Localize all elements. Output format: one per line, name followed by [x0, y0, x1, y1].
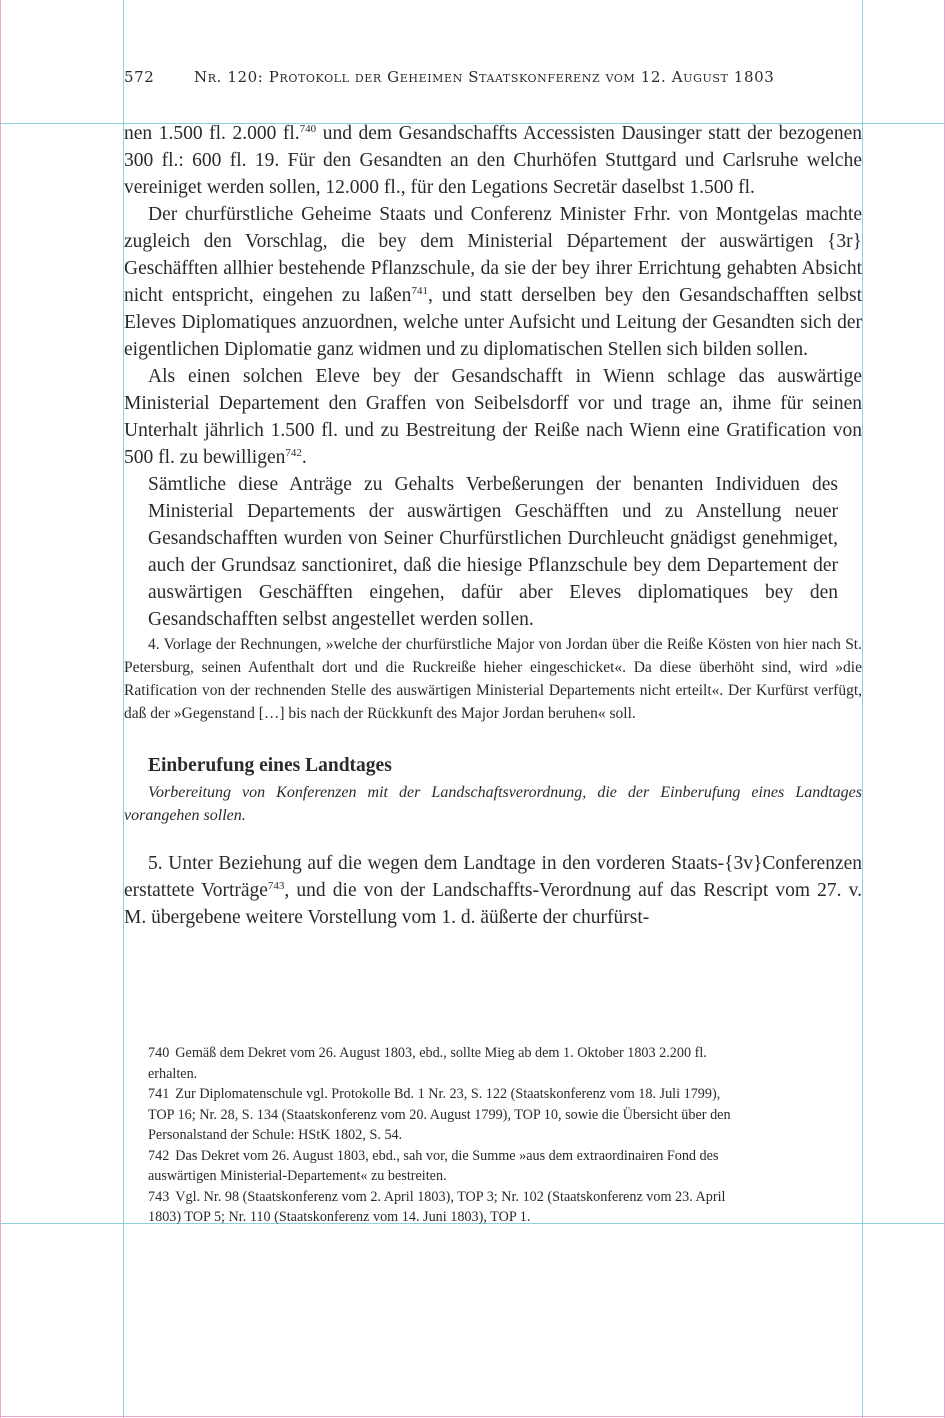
footnote-741: [148, 1084, 748, 1146]
text-run: .: [301, 447, 307, 468]
decision-paragraph: Sämtliche diese Anträge zu Gehalts Verbeßerungen der benanten Individuen des Ministerial Departements der auswärtigen Geschäfften und zu Anstellung neuer Gesandschafften wurden von Seiner Churfürstlichen Durchleucht gnädigst genehmiget, auch der Grundsaz sanctioniret, daß die hiesige Pflanzschule bey dem Departement der auswärtigen Geschäfften eingehen, dafür aber Eleves diplomatiques bey den Gesandschafften selbst angestellet werden sollen.: [148, 474, 838, 630]
footnote-ref-743[interactable]: 743: [267, 880, 285, 892]
page-edge-left: [0, 0, 1, 1418]
footnote-number: 741: [148, 1086, 170, 1102]
footnote-text: Zur Diplomatenschule vgl. Protokolle Bd. 1 Nr. 23, S. 122 (Staatskonferenz vom 18. Juli 1799), TOP 16; Nr. 28, S. 134 (Staatskonferenz vom 20. August 1799), TOP 10, sowie die Übersicht über den Personalstand der Schule: HStK 1802, S. 54.: [148, 1086, 731, 1143]
footnote-ref-741[interactable]: 741: [411, 285, 428, 297]
margin-guide-right: [862, 0, 863, 1418]
item-4-summary: 4. Vorlage der Rechnungen, »welche der churfürstliche Major von Jordan über die Reiße Kösten von hier nach St. Petersburg, seinen Aufenthalt dort und die Ruckreiße hieher eingeschicket«. Da diese überhöht sind, wird »die Ratification von der rechnenden Stelle des auswärtigen Ministerial Departements nicht erteilt«. Der Kurfürst verfügt, daß der »Gegenstand […] bis nach der Rückkunft des Major Jordan beruhen« soll.: [124, 636, 862, 722]
running-title: Nr. 120: Protokoll der Geheimen Staatskonferenz vom 12. August 1803: [194, 68, 775, 86]
text-run: 5. Unter Beziehung auf die wegen dem Landtage in den vorderen Staats-{3v}Conferenzen erstattete Vorträge: [124, 853, 862, 901]
footnote-740: [148, 1043, 748, 1084]
paragraph-continued: [124, 120, 862, 201]
main-text: [124, 120, 862, 931]
footnote-ref-740[interactable]: 740: [299, 123, 317, 135]
text-run: und dem Gesandschaffts Accessisten Dausinger statt der bezogenen 300 fl.: 600 fl. 19. Für den Gesandten an den Churhöfen Stuttgard und Carlsruhe welche vereiniget werden sollen, 12.000 fl., für den Legations Secretär daselbst 1.500 fl.: [124, 123, 862, 198]
footnote-text: Das Dekret vom 26. August 1803, ebd., sah vor, die Summe »aus dem extraordinairen Fond des auswärtigen Ministerial-Departement« zu bestreiten.: [148, 1147, 719, 1184]
footnote-number: 740: [148, 1045, 170, 1061]
spacer: [124, 827, 862, 850]
section-heading: Einberufung eines Landtages: [148, 755, 392, 776]
running-header: [124, 68, 862, 88]
footnote-number: 742: [148, 1147, 170, 1164]
text-run: nen 1.500 fl. 2.000 fl.: [124, 123, 300, 144]
paragraph-montgelas-proposal: [124, 201, 862, 363]
paragraph-item-5: [124, 850, 862, 931]
footnote-742: [148, 1146, 748, 1187]
footnote-text: Vgl. Nr. 98 (Staatskonferenz vom 2. April 1803), TOP 3; Nr. 102 (Staatskonferenz vom 23. April 1803) TOP 5; Nr. 110 (Staatskonferenz vom 14. Juni 1803), TOP 1.: [148, 1188, 726, 1225]
page-edge-bottom: [0, 1416, 945, 1417]
text-run: , und die von der Landschaffts-Verordnung auf das Rescript vom 27. v. M. übergebene weitere Vorstellung vom 1. d. äüßerte der churfürst-: [124, 880, 862, 928]
paragraph-eleve-proposal: [124, 363, 862, 471]
footnote-text: Gemäß dem Dekret vom 26. August 1803, ebd., sollte Mieg ab dem 1. Oktober 1803 2.200 fl. erhalten.: [148, 1045, 707, 1082]
footnote-number: 743: [148, 1188, 170, 1205]
footnote-ref-742[interactable]: 742: [285, 447, 302, 459]
section-summary: Vorbereitung von Konferenzen mit der Landschaftsverordnung, die der Einberufung eines Landtages vorangehen sollen.: [124, 784, 862, 824]
page-number: 572: [124, 68, 155, 86]
footnotes: [148, 1043, 748, 1228]
text-run: , und statt derselben bey den Gesandschafften selbst Eleves Diplomatiques anzuordnen, welche unter Aufsicht und Leitung der Gesandten sich der eigentlichen Diplomatie ganz widmen und zu diplomatischen Stellen sich bilden sollen.: [124, 285, 862, 360]
text-run: Der churfürstliche Geheime Staats und Conferenz Minister Frhr. von Montgelas machte zugleich den Vorschlag, die bey dem Ministerial Département der auswärtigen {3r} Geschäfften allhier bestehende Pflanzschule, da sie der bey ihrer Errichtung gehabten Absicht nicht entspricht, eingehen zu laßen: [124, 204, 862, 306]
text-run: Als einen solchen Eleve bey der Gesandschafft in Wienn schlage das auswärtige Ministerial Departement den Graffen von Seibelsdorff vor und trage an, ihme für seinen Unterhalt jährlich 1.500 fl. und zu Bestreitung der Reiße nach Wienn eine Gratification von 500 fl. zu bewilligen: [124, 366, 862, 468]
footnote-743: [148, 1187, 748, 1228]
